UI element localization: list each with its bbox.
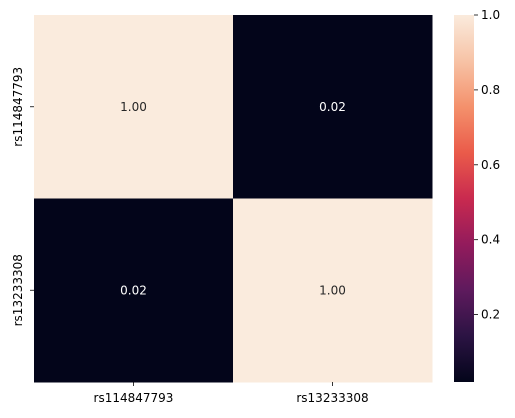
y-axis	[11, 67, 34, 327]
cell-annotation-0-0: 1.00	[120, 99, 147, 114]
colorbar-tick-label-0: 0.2	[481, 307, 501, 322]
y-tick-label-0: rs114847793	[11, 66, 25, 147]
colorbar-tick-label-2: 0.6	[481, 157, 501, 172]
colorbar-tick-label-1: 0.4	[481, 232, 501, 247]
colorbar-gradient	[454, 15, 474, 382]
x-tick-label-0: rs114847793	[93, 391, 174, 405]
colorbar-tick-label-4: 1.0	[481, 8, 501, 22]
cell-annotation-1-0: 0.02	[120, 283, 147, 298]
x-tick-label-1: rs13233308	[296, 391, 369, 405]
y-tick-label-1: rs13233308	[11, 254, 25, 327]
heatmap-cells	[34, 15, 433, 383]
colorbar-tick-label-3: 0.8	[481, 82, 501, 97]
x-axis	[94, 382, 369, 405]
cell-annotation-1-1: 1.00	[319, 283, 346, 298]
cell-annotation-0-1: 0.02	[319, 99, 346, 114]
colorbar-ticks	[474, 8, 500, 322]
colorbar	[454, 8, 500, 382]
